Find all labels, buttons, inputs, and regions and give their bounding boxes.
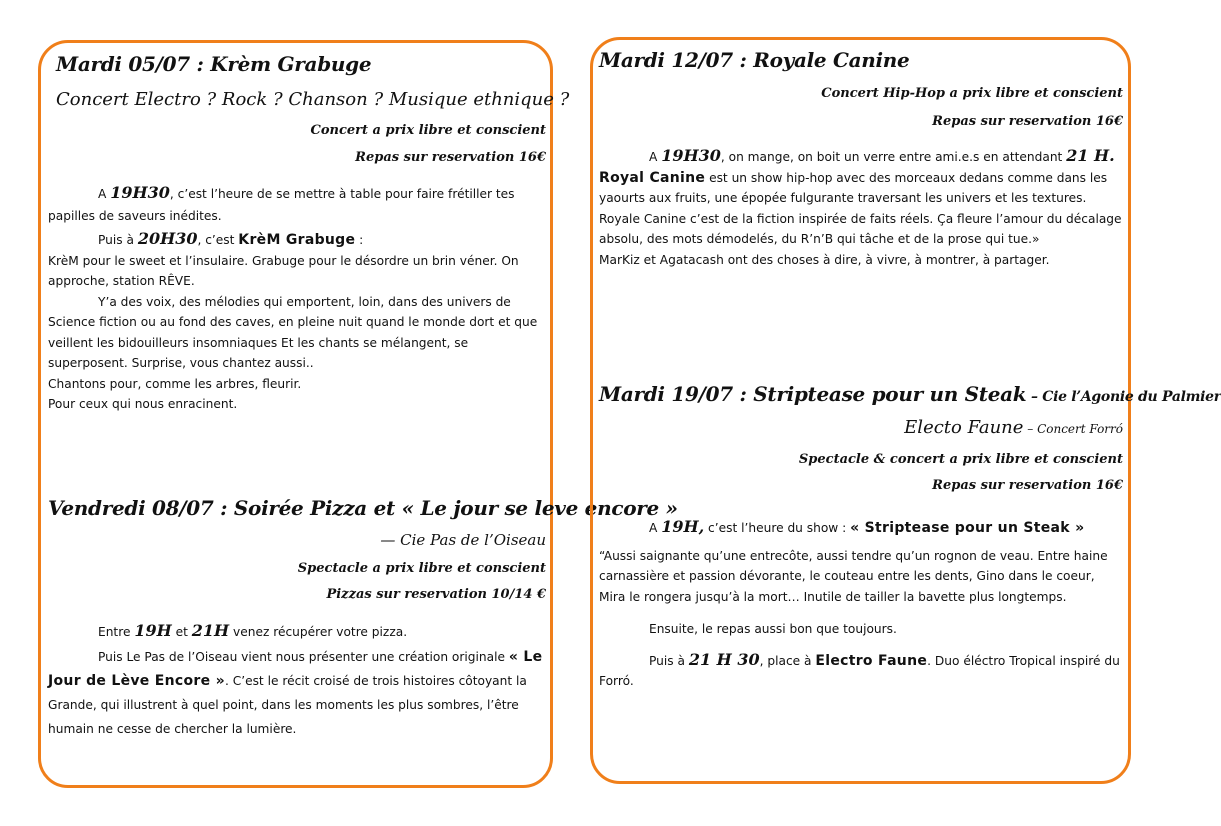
event-meal: Pizzas sur reservation 10/14 € bbox=[326, 587, 546, 602]
event-krem-grabuge-text bbox=[48, 182, 546, 415]
paragraph: Puis Le Pas de l’Oiseau vient nous présenter une création originale « Le Jour de Lève Encore ». C’est le récit croisé de trois histoires côtoyant la Grande, qui illustrent à quel point, dans les moments les plus sombres, l’être humain ne cesse de chercher la lumière. bbox=[48, 648, 543, 736]
paragraph: KrèM pour le sweet et l’insulaire. Grabuge pour le désordre un brin véner. On approche, station RÊVE. bbox=[48, 253, 519, 288]
paragraph: Puis à 20H30, c’est KrèM Grabuge : bbox=[98, 229, 364, 248]
event-price: Spectacle a prix libre et conscient bbox=[297, 560, 546, 576]
paragraph: A 19H30, on mange, on boit un verre entre ami.e.s en attendant 21 H. Royal Canine est un show hip-hop avec des morceaux dedans comme dans les yaourts aux fruits, une épopée fulgurante traversant les univers et les textures. bbox=[599, 146, 1115, 205]
paragraph: Puis à 21 H 30, place à Electro Faune. Duo éléctro Tropical inspiré du Forró. bbox=[599, 649, 1120, 688]
event-genre: Concert Electro ? Rock ? Chanson ? Musique ethnique ? bbox=[56, 89, 570, 110]
event-meal: Repas sur reservation 16€ bbox=[932, 478, 1123, 493]
paragraph: A 19H30, c’est l’heure de se mettre à table pour faire frétiller tes papilles de saveurs inédites. bbox=[48, 183, 515, 223]
paragraph: Ensuite, le repas aussi bon que toujours. bbox=[649, 622, 897, 636]
event-genre: Concert Hip-Hop a prix libre et conscient bbox=[821, 86, 1123, 101]
event-title: Mardi 05/07 : Krèm Grabuge bbox=[56, 52, 372, 76]
event-title: Vendredi 08/07 : Soirée Pizza et « Le jour se leve encore » bbox=[48, 496, 678, 520]
event-pizza bbox=[48, 496, 678, 741]
event-title: Mardi 19/07 : Striptease pour un Steak – Cie l’Agonie du Palmier bbox=[599, 382, 1221, 406]
paragraph: “Aussi saignante qu’une entrecôte, aussi tendre qu’un rognon de veau. Entre haine carnassière et passion dévorante, le couteau entre les dents, Gino dans le coeur, Mira le rongera jusqu’à la mort… Inutile de tailler la bavette plus longtemps. bbox=[599, 548, 1108, 604]
paragraph: A 19H, c’est l’heure du show : « Striptease pour un Steak » bbox=[649, 516, 1085, 536]
event-meal: Repas sur reservation 16€ bbox=[355, 150, 546, 165]
event-royale-canine bbox=[599, 48, 1123, 270]
event-striptease bbox=[599, 382, 1221, 692]
paragraph: Entre 19H et 21H venez récupérer votre pizza. bbox=[98, 620, 408, 640]
event-company: — Cie Pas de l’Oiseau bbox=[380, 531, 546, 549]
event-price: Spectacle & concert a prix libre et conscient bbox=[798, 451, 1123, 467]
event-meal: Repas sur reservation 16€ bbox=[932, 113, 1123, 129]
paragraph: Pour ceux qui nous enracinent. bbox=[48, 397, 238, 411]
paragraph: Royale Canine c’est de la fiction inspirée de faits réels. Ça fleure l’amour du décalage absolu, des mots démodelés, du R’n’B qui tâche et de la prose qui tue.» bbox=[599, 211, 1122, 246]
event-title: Mardi 12/07 : Royale Canine bbox=[599, 48, 910, 72]
paragraph: MarKiz et Agatacash ont des choses à dire, à vivre, à montrer, à partager. bbox=[599, 252, 1050, 267]
event-subtitle: Electo Faune – Concert Forró bbox=[904, 417, 1123, 438]
paragraph: Y’a des voix, des mélodies qui emportent, loin, dans des univers de Science fiction ou au fond des caves, en pleine nuit quand le monde dort et que veillent les bidouilleurs insomniaques Et les chants se mélangent, se superposent. Surprise, vous chantez aussi.. bbox=[48, 294, 538, 370]
paragraph: Chantons pour, comme les arbres, fleurir. bbox=[48, 376, 302, 391]
event-krem-grabuge bbox=[56, 52, 570, 169]
event-price: Concert a prix libre et conscient bbox=[310, 122, 546, 138]
